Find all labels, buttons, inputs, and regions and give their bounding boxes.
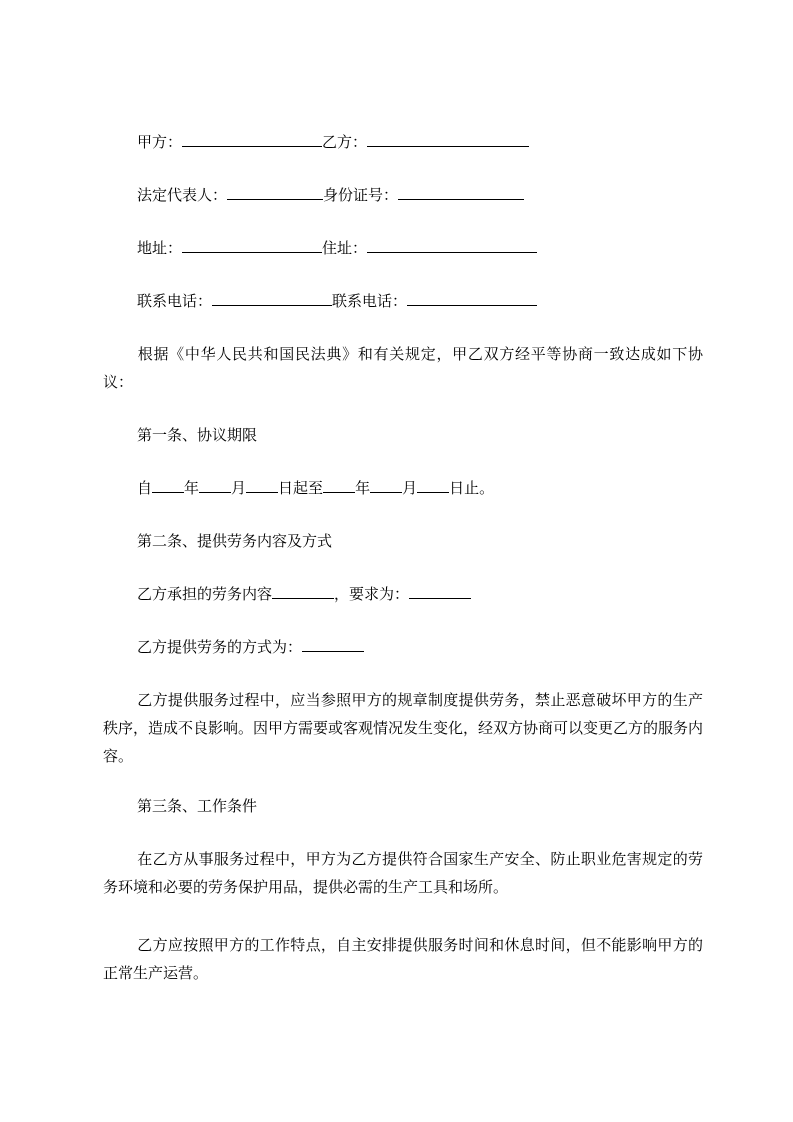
party-b-blank[interactable] bbox=[367, 132, 529, 147]
end-day-blank[interactable] bbox=[417, 478, 449, 493]
term-month: 月 bbox=[231, 479, 247, 497]
service-content-blank[interactable] bbox=[272, 584, 334, 599]
legal-rep-line bbox=[137, 185, 524, 205]
term-day-end: 日止。 bbox=[449, 479, 495, 497]
service-content-line bbox=[137, 584, 471, 604]
residence-label: 住址： bbox=[322, 239, 368, 257]
residence-blank[interactable] bbox=[367, 238, 537, 253]
article1-title: 第一条、协议期限 bbox=[137, 426, 258, 444]
id-number-blank[interactable] bbox=[398, 185, 524, 200]
article3-paragraph-2 bbox=[103, 931, 703, 987]
start-month-blank[interactable] bbox=[199, 478, 231, 493]
article3-paragraph-2-text: 乙方应按照甲方的工作特点，自主安排提供服务时间和休息时间，但不能影响甲方的正常生产运营。 bbox=[103, 936, 703, 982]
address-blank[interactable] bbox=[182, 238, 322, 253]
term-day-start: 日起至 bbox=[278, 479, 324, 497]
phone-b-blank[interactable] bbox=[407, 291, 537, 306]
start-year-blank[interactable] bbox=[152, 478, 184, 493]
start-day-blank[interactable] bbox=[246, 478, 278, 493]
end-year-blank[interactable] bbox=[323, 478, 355, 493]
party-a-label: 甲方： bbox=[137, 133, 183, 151]
phone-a-blank[interactable] bbox=[212, 291, 332, 306]
article2-paragraph bbox=[103, 686, 703, 770]
article3-title: 第三条、工作条件 bbox=[137, 797, 258, 815]
service-method-line bbox=[137, 637, 364, 657]
address-line bbox=[137, 238, 537, 258]
service-method-label: 乙方提供劳务的方式为： bbox=[137, 638, 303, 656]
article3-paragraph-1 bbox=[103, 845, 703, 901]
service-method-blank[interactable] bbox=[302, 637, 364, 652]
party-a-blank[interactable] bbox=[182, 132, 322, 147]
id-number-label: 身份证号： bbox=[323, 186, 399, 204]
requirement-blank[interactable] bbox=[409, 584, 471, 599]
term-month2: 月 bbox=[402, 479, 418, 497]
service-content-label: 乙方承担的劳务内容 bbox=[137, 585, 273, 603]
article3-paragraph-1-text: 在乙方从事服务过程中，甲方为乙方提供符合国家生产安全、防止职业危害规定的劳务环境和必要的劳务保护用品，提供必需的生产工具和场所。 bbox=[103, 850, 703, 896]
phone-line bbox=[137, 291, 537, 311]
phone-a-label: 联系电话： bbox=[137, 292, 213, 310]
phone-b-label: 联系电话： bbox=[332, 292, 408, 310]
term-line bbox=[137, 478, 494, 498]
preamble-paragraph bbox=[103, 340, 703, 396]
legal-rep-blank[interactable] bbox=[227, 185, 323, 200]
term-year2: 年 bbox=[355, 479, 371, 497]
legal-rep-label: 法定代表人： bbox=[137, 186, 228, 204]
article2-title: 第二条、提供劳务内容及方式 bbox=[137, 532, 333, 550]
party-b-label: 乙方： bbox=[322, 133, 368, 151]
term-year: 年 bbox=[184, 479, 200, 497]
term-from: 自 bbox=[137, 479, 153, 497]
party-line bbox=[137, 132, 529, 152]
preamble-text: 根据《中华人民共和国民法典》和有关规定，甲乙双方经平等协商一致达成如下协议： bbox=[103, 345, 703, 391]
article2-paragraph-text: 乙方提供服务过程中，应当参照甲方的规章制度提供劳务，禁止恶意破坏甲方的生产秩序，造成不良影响。因甲方需要或客观情况发生变化，经双方协商可以变更乙方的服务内容。 bbox=[103, 691, 704, 765]
address-label: 地址： bbox=[137, 239, 183, 257]
requirement-label: ，要求为： bbox=[334, 585, 410, 603]
end-month-blank[interactable] bbox=[370, 478, 402, 493]
